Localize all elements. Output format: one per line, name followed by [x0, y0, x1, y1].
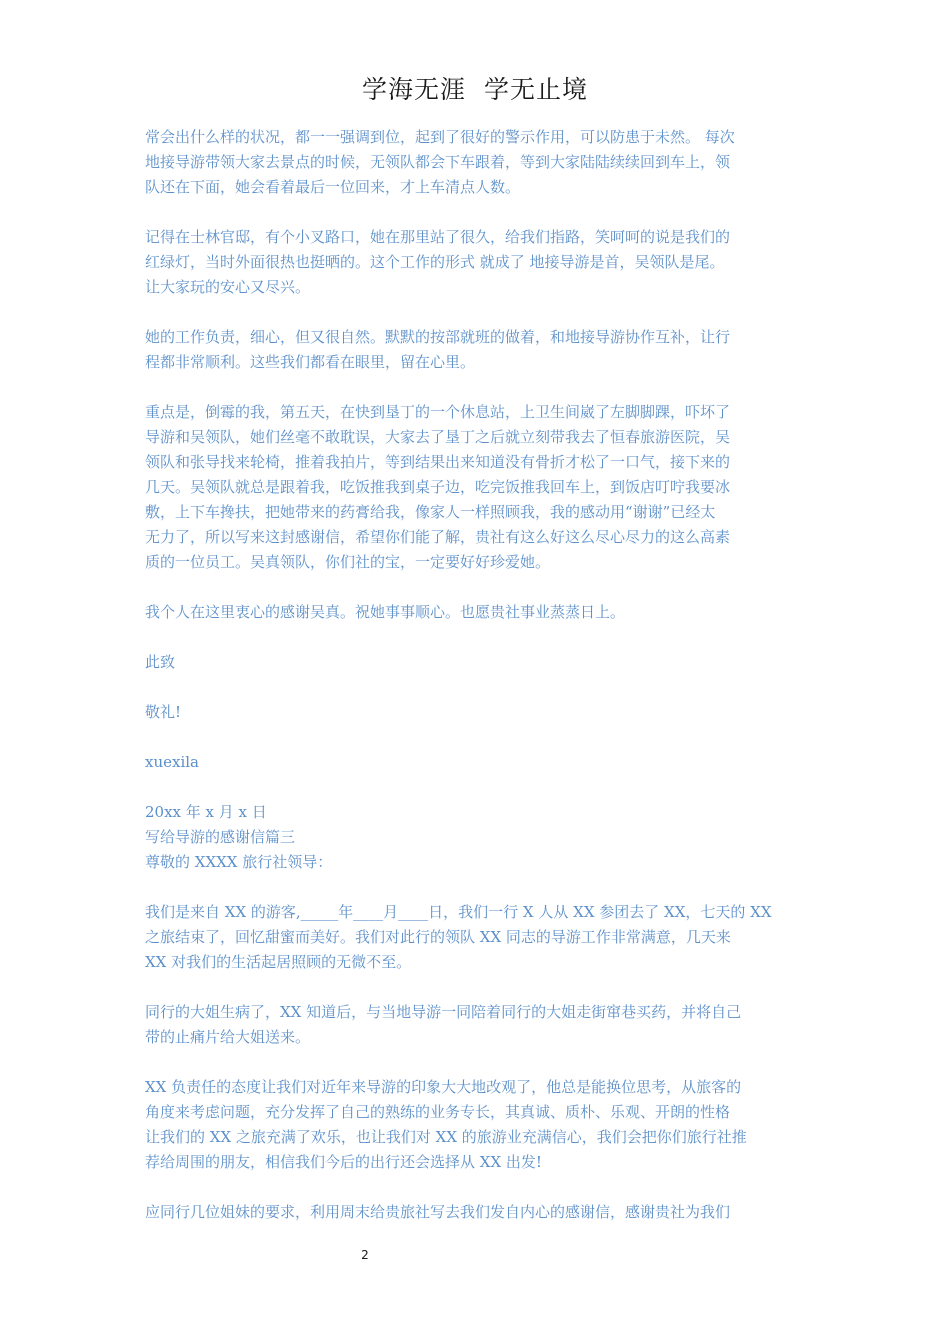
text-line: 她的工作负责，细心，但又很自然。默默的按部就班的做着，和地接导游协作互补，让行 — [145, 328, 731, 346]
text-line: XX 对我们的生活起居照顾的无微不至。 — [145, 953, 412, 971]
date-line: 20xx 年 x 月 x 日 — [145, 803, 267, 821]
text-line: 红绿灯，当时外面很热也挺晒的。这个工作的形式 就成了 地接导游是首，吴领队是尾。 — [145, 253, 725, 271]
text-line: 此致 — [145, 653, 176, 671]
paragraph — [145, 325, 807, 375]
text-line: 让大家玩的安心又尽兴。 — [145, 278, 311, 296]
date-and-heading — [145, 800, 807, 875]
text-line: 常会出什么样的状况，都一一强调到位，起到了很好的警示作用，可以防患于未然。 每次 — [145, 128, 735, 146]
text-line: 敬礼! — [145, 703, 182, 721]
text-line: 荐给周围的朋友，相信我们今后的出行还会选择从 XX 出发! — [145, 1153, 542, 1171]
section-heading: 写给导游的感谢信篇三 — [145, 828, 296, 846]
paragraph — [145, 1200, 807, 1225]
page-header-title: 学海无涯 学无止境 — [362, 75, 588, 104]
paragraph — [145, 1000, 807, 1050]
text-line: 无力了，所以写来这封感谢信，希望你们能了解，贵社有这么好这么尽心尽力的这么高素 — [145, 528, 731, 546]
closing-salutation — [145, 650, 807, 675]
text-line: 应同行几位姐妹的要求，利用周末给贵旅社写去我们发自内心的感谢信，感谢贵社为我们 — [145, 1203, 731, 1221]
paragraph — [145, 400, 807, 575]
text-line: 角度来考虑问题，充分发挥了自己的熟练的业务专长，其真诚、质朴、乐观、开朗的性格 — [145, 1103, 731, 1121]
paragraph — [145, 125, 807, 200]
text-line: 几天。吴领队就总是跟着我，吃饭推我到桌子边，吃完饭推我回车上，到饭店叮咛我要冰 — [145, 478, 731, 496]
text-line: 质的一位员工。吴真领队，你们社的宝，一定要好好珍爱她。 — [145, 553, 551, 571]
greeting-line: 尊敬的 XXXX 旅行社领导： — [145, 853, 333, 871]
text-line: 领队和张导找来轮椅，推着我拍片，等到结果出来知道没有骨折才松了一口气，接下来的 — [145, 453, 731, 471]
closing-regards — [145, 700, 807, 725]
text-line: 我个人在这里衷心的感谢吴真。祝她事事顺心。也愿贵社事业蒸蒸日上。 — [145, 603, 626, 621]
text-line: 程都非常顺利。这些我们都看在眼里，留在心里。 — [145, 353, 476, 371]
paragraph — [145, 900, 807, 975]
text-line: 让我们的 XX 之旅充满了欢乐，也让我们对 XX 的旅游业充满信心，我们会把你们旅行社推 — [145, 1128, 747, 1146]
document-body — [145, 125, 807, 1225]
text-line: 我们是来自 XX 的游客,_____年____月____日，我们一行 X 人从 XX 参团去了 XX，七天的 XX — [145, 903, 772, 921]
text-line: 导游和吴领队，她们丝毫不敢耽误，大家去了垦丁之后就立刻带我去了恒春旅游医院，吴 — [145, 428, 731, 446]
text-line: 记得在士林官邸，有个小叉路口，她在那里站了很久，给我们指路，笑呵呵的说是我们的 — [145, 228, 731, 246]
text-line: 带的止痛片给大姐送来。 — [145, 1028, 311, 1046]
page-number: 2 — [361, 1248, 369, 1262]
text-line: xuexila — [145, 753, 199, 771]
paragraph — [145, 600, 807, 625]
text-line: 敷，上下车搀扶，把她带来的药膏给我，像家人一样照顾我，我的感动用“谢谢”已经太 — [145, 503, 716, 521]
signature — [145, 750, 807, 775]
paragraph — [145, 225, 807, 300]
text-line: 同行的大姐生病了，XX 知道后，与当地导游一同陪着同行的大姐走街窜巷买药，并将自己 — [145, 1003, 742, 1021]
text-line: XX 负责任的态度让我们对近年来导游的印象大大地改观了，他总是能换位思考，从旅客的 — [145, 1078, 742, 1096]
text-line: 重点是，倒霉的我，第五天，在快到垦丁的一个休息站，上卫生间崴了左脚脚踝，吓坏了 — [145, 403, 731, 421]
text-line: 地接导游带领大家去景点的时候，无领队都会下车跟着，等到大家陆陆续续回到车上，领 — [145, 153, 731, 171]
text-line: 之旅结束了，回忆甜蜜而美好。我们对此行的领队 XX 同志的导游工作非常满意，几天来 — [145, 928, 731, 946]
text-line: 队还在下面，她会看着最后一位回来，才上车清点人数。 — [145, 178, 521, 196]
paragraph — [145, 1075, 807, 1175]
